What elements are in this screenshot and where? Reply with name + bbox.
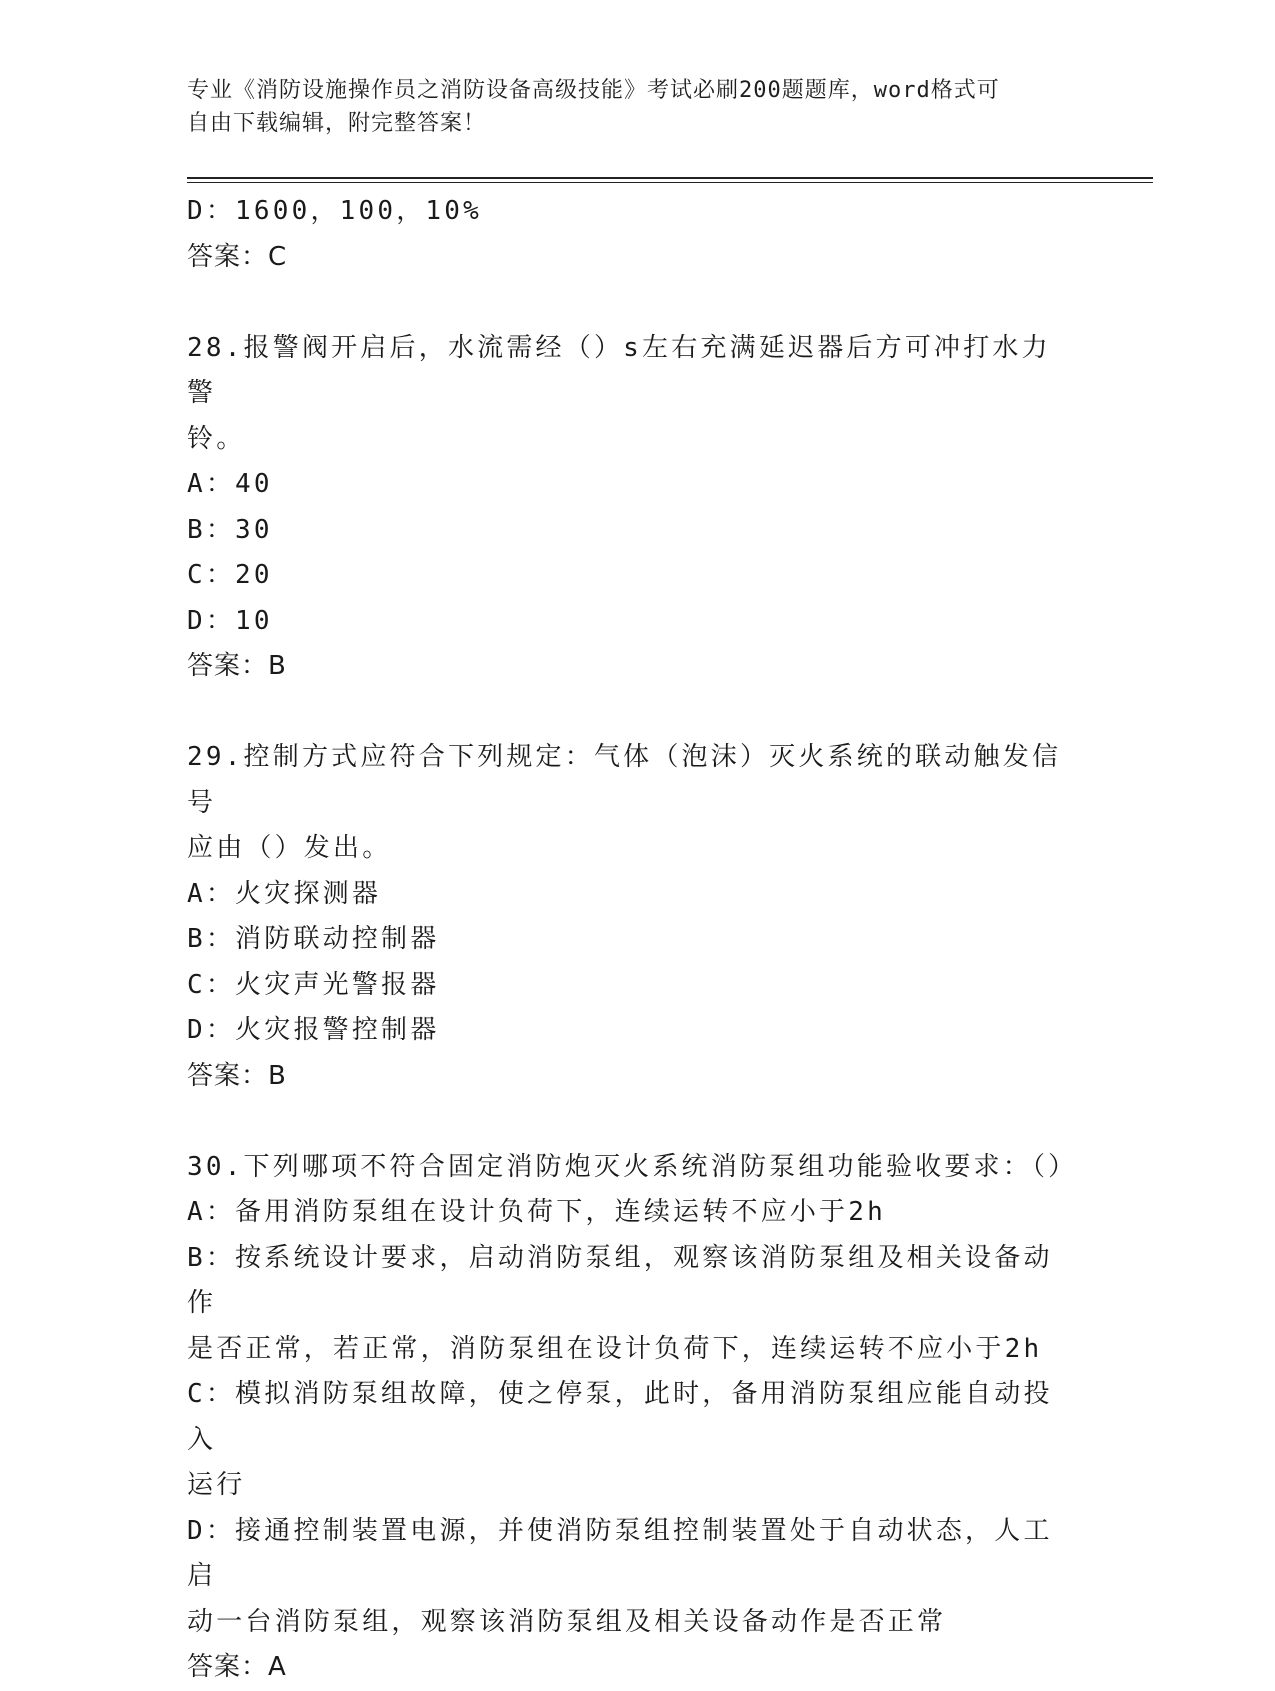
question-stem-cont: 应由（）发出。 [187, 833, 392, 863]
option-a: A：火灾探测器 [187, 878, 382, 909]
option-c: C：火灾声光警报器 [187, 969, 440, 1000]
answer-line: 答案：B [187, 651, 287, 681]
option-b: B：按系统设计要求，启动消防泵组，观察该消防泵组及相关设备动作 [187, 1242, 1053, 1318]
option-b: B：30 [187, 514, 273, 545]
option-a: A：40 [187, 469, 273, 499]
option-d: D：接通控制装置电源，并使消防泵组控制装置处于自动状态，人工启 [187, 1515, 1053, 1591]
option-c: C：模拟消防泵组故障，使之停泵，此时，备用消防泵组应能自动投入 [187, 1379, 1053, 1455]
question-28 [187, 326, 1077, 690]
question-content [187, 189, 1077, 1691]
option-d: D：1600，100，10% [187, 196, 482, 226]
header-divider-thin [187, 182, 1153, 183]
header-line-1: 专业《消防设施操作员之消防设备高级技能》考试必刷200题题库，word格式可 [187, 78, 1000, 103]
question-stem: 28.报警阀开启后，水流需经（）s左右充满延迟器后方可冲打水力警 [187, 332, 1051, 408]
header-line-2: 自由下载编辑，附完整答案！ [187, 111, 487, 136]
option-a: A：备用消防泵组在设计负荷下，连续运转不应小于2h [187, 1197, 886, 1227]
spacer [187, 280, 1077, 326]
answer-line: 答案：B [187, 1060, 287, 1091]
option-c: C：20 [187, 560, 273, 590]
option-c-cont: 运行 [187, 1470, 246, 1500]
option-d: D：10 [187, 605, 273, 636]
option-d: D：火灾报警控制器 [187, 1015, 440, 1045]
question-30 [187, 1145, 1077, 1691]
option-d-cont: 动一台消防泵组，观察该消防泵组及相关设备动作是否正常 [187, 1606, 947, 1637]
header-divider-thick [187, 177, 1153, 179]
option-b-cont: 是否正常，若正常，消防泵组在设计负荷下，连续运转不应小于2h [187, 1333, 1043, 1364]
answer-line: 答案：A [187, 1652, 287, 1682]
spacer [187, 690, 1077, 736]
question-stem: 29.控制方式应符合下列规定：气体（泡沫）灭火系统的联动触发信号 [187, 742, 1062, 818]
question-29 [187, 735, 1077, 1099]
previous-question-tail [187, 189, 1077, 280]
option-b: B：消防联动控制器 [187, 924, 440, 954]
question-stem: 30.下列哪项不符合固定消防炮灭火系统消防泵组功能验收要求：（） [187, 1151, 1078, 1182]
spacer [187, 1099, 1077, 1145]
question-stem-cont: 铃。 [187, 423, 246, 454]
page-header [187, 74, 1067, 140]
answer-line: 答案：C [187, 241, 288, 272]
